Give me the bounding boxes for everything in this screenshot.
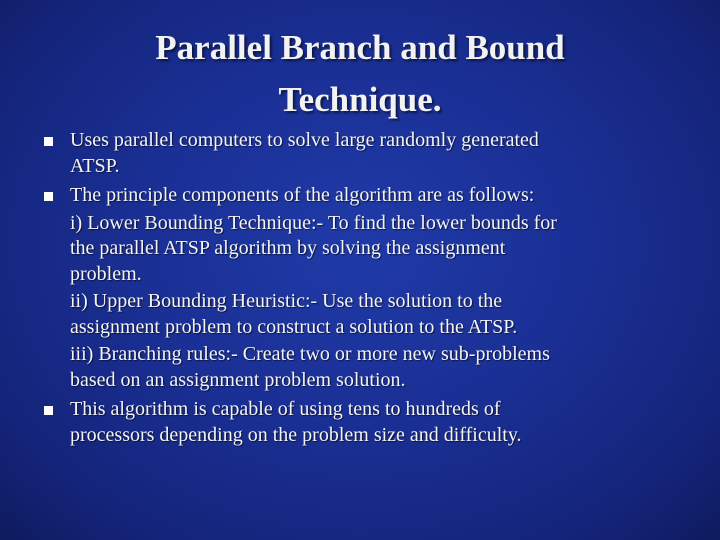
square-bullet-icon bbox=[44, 406, 53, 415]
slide-title bbox=[60, 22, 660, 126]
bullet-2-text: The principle components of the algorithm are as follows: bbox=[70, 184, 535, 206]
bullet-3-line-2: processors depending on the problem size and difficulty. bbox=[70, 423, 522, 446]
square-bullet-icon bbox=[44, 137, 53, 146]
sub-item-upper-bounding bbox=[70, 289, 684, 340]
bullet-item-1 bbox=[44, 128, 684, 179]
sub-item-lower-bounding bbox=[70, 211, 684, 288]
bullet-3-line-1: This algorithm is capable of using tens to hundreds of bbox=[70, 398, 501, 420]
square-bullet-icon bbox=[44, 192, 53, 201]
bullet-1-line-2: ATSP. bbox=[70, 154, 120, 177]
sub-item-3-line-2: based on an assignment problem solution. bbox=[70, 368, 406, 391]
bullet-1-line-1: Uses parallel computers to solve large randomly generated bbox=[70, 129, 539, 151]
sub-item-2-line-2: assignment problem to construct a solution to the ATSP. bbox=[70, 315, 518, 338]
sub-item-branching-rules bbox=[70, 342, 684, 393]
bullet-item-2 bbox=[44, 183, 684, 393]
sub-item-2-line-1: ii) Upper Bounding Heuristic:- Use the solution to the bbox=[70, 290, 503, 312]
sub-item-1-line-3: problem. bbox=[70, 262, 142, 285]
sub-item-1-line-1: i) Lower Bounding Technique:- To find the lower bounds for bbox=[70, 211, 557, 234]
title-line-2: Technique. bbox=[278, 80, 442, 119]
sub-item-3-line-1: iii) Branching rules:- Create two or more new sub-problems bbox=[70, 343, 550, 365]
sub-item-1-line-2: the parallel ATSP algorithm by solving the assignment bbox=[70, 237, 506, 259]
slide-body bbox=[44, 128, 684, 448]
bullet-item-3 bbox=[44, 397, 684, 448]
title-line-1: Parallel Branch and Bound bbox=[155, 28, 565, 67]
